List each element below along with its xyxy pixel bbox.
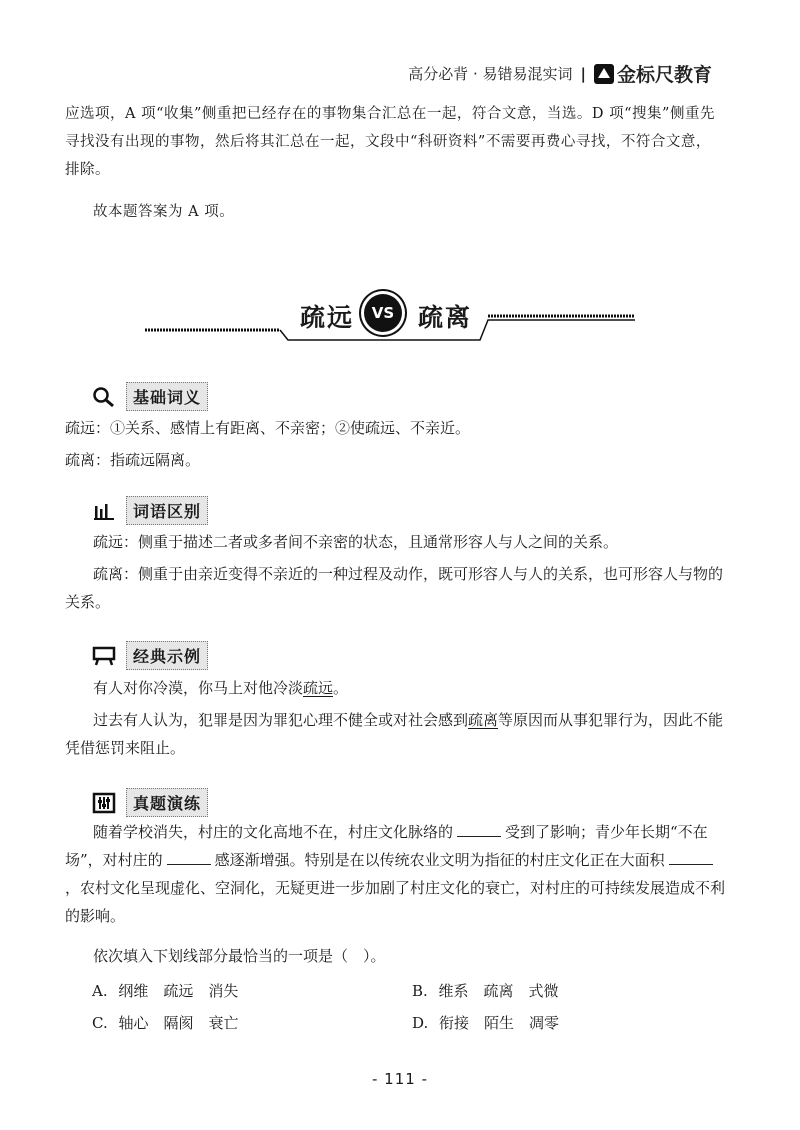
header-separator: | xyxy=(580,64,586,83)
difference-line-2: 疏离：侧重于由亲近变得不亲近的一种过程及动作，既可形容人与人的关系，也可形容人与物的关系。 xyxy=(65,565,724,611)
equalizer-icon xyxy=(92,792,116,814)
term-1: 疏远 xyxy=(300,303,355,332)
section-practice-heading xyxy=(92,788,208,817)
practice-question: 随着学校消失，村庄的文化高地不在，村庄文化脉络的 受到了影响；青少年长期“不在场”，对村庄的 感逐渐增强。特别是在以传统农业文明为指征的村庄文化正在大面积，农村文化呈现虚化、空洞化，无疑更进一步加剧了村庄文化的衰亡，对村庄的可持续发展造成不利的影响。 xyxy=(65,823,726,925)
definition-line-1: 疏远：①关系、感情上有距离、不亲密；②使疏远、不亲近。 xyxy=(65,419,471,437)
board-icon xyxy=(92,645,116,667)
option-d: D. 衔接 陌生 凋零 xyxy=(412,1014,560,1032)
answer-blank-2 xyxy=(167,850,211,865)
answer-blank-1 xyxy=(457,822,501,837)
section-definition-heading xyxy=(92,382,208,411)
option-c: C. 轴心 隔阂 衰亡 xyxy=(92,1014,239,1032)
brand-name: 金标尺教育 xyxy=(616,64,712,86)
section-examples-label: 经典示例 xyxy=(126,641,208,670)
example-2-term: 疏离 xyxy=(468,711,499,729)
running-header xyxy=(408,60,712,87)
vs-badge: VS xyxy=(364,294,402,332)
section-definition-label: 基础词义 xyxy=(126,382,208,411)
answer-blank-3 xyxy=(669,850,713,865)
section-difference-label: 词语区别 xyxy=(126,496,208,525)
term-comparison-title xyxy=(140,290,640,350)
section-difference-heading xyxy=(92,496,208,525)
bar-chart-icon xyxy=(92,500,116,522)
practice-prompt: 依次填入下划线部分最恰当的一项是（ ）。 xyxy=(93,947,386,965)
definition-line-2: 疏离：指疏远隔离。 xyxy=(65,451,201,469)
section-examples-heading xyxy=(92,641,208,670)
previous-analysis: 应选项，A 项“收集”侧重把已经存在的事物集合汇总在一起，符合文意，当选。D 项“搜集”侧重先寻找没有出现的事物，然后将其汇总在一起，文段中“科研资料”不需要再费心寻找，不符合文意，排除。 xyxy=(65,106,715,178)
difference-line-1: 疏远：侧重于描述二者或多者间不亲密的状态，且通常形容人与人之间的关系。 xyxy=(93,533,619,551)
previous-conclusion: 故本题答案为 A 项。 xyxy=(93,204,235,220)
page-number: - 111 - xyxy=(372,1070,428,1088)
example-1: 有人对你冷漠，你马上对他冷淡疏远。 xyxy=(93,679,349,697)
example-2: 过去有人认为，犯罪是因为罪犯心理不健全或对社会感到疏离等原因而从事犯罪行为，因此不能凭借惩罚来阻止。 xyxy=(65,711,724,757)
option-b: B. 维系 疏离 式微 xyxy=(412,982,559,1000)
term-2: 疏离 xyxy=(418,303,473,332)
search-icon xyxy=(92,386,116,408)
brand-logo-icon xyxy=(594,64,614,84)
option-a: A. 纲维 疏远 消失 xyxy=(92,982,239,1000)
section-practice-label: 真题演练 xyxy=(126,788,208,817)
example-1-term: 疏远 xyxy=(303,679,334,697)
brand xyxy=(594,60,712,87)
series-title: 高分必背 · 易错易混实词 xyxy=(408,65,573,83)
